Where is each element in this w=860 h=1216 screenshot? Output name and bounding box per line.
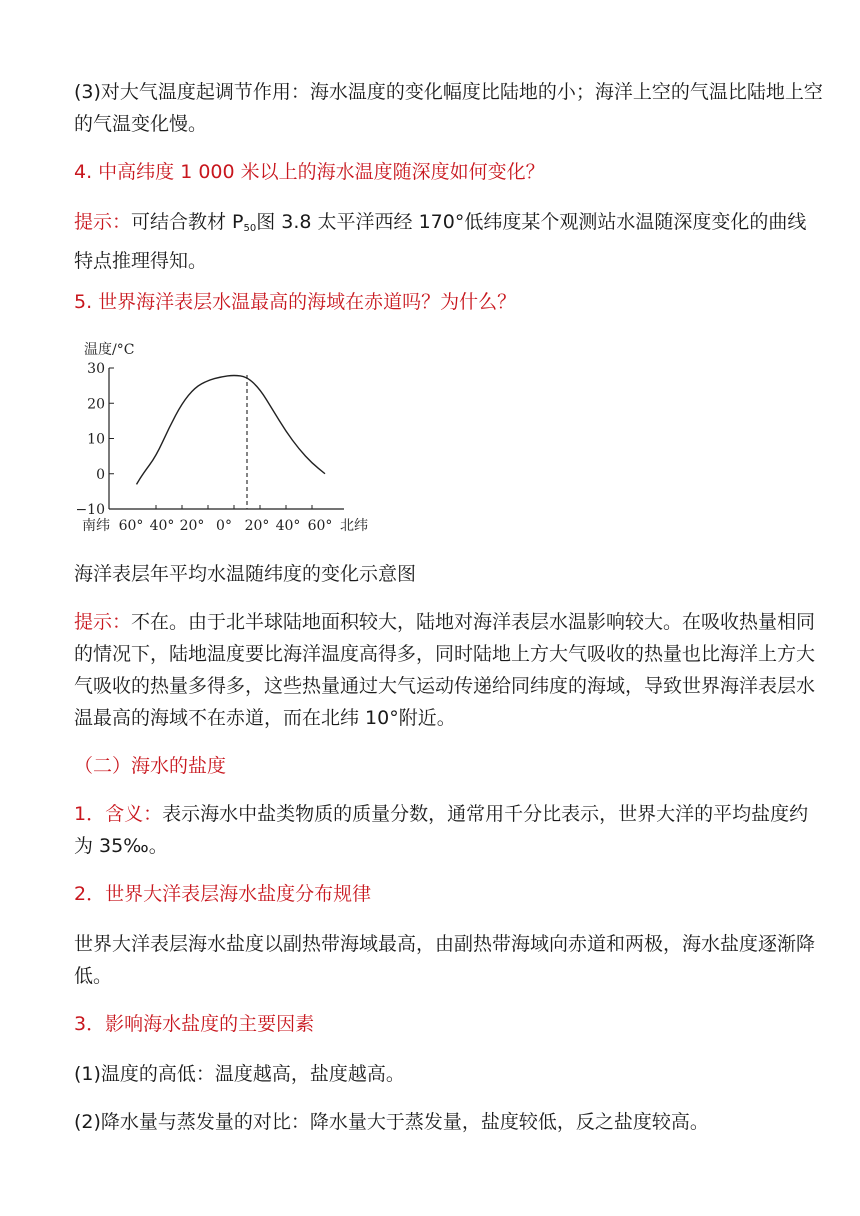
item-1-label: 1．含义：	[74, 803, 163, 825]
x-tick-label: 20°	[179, 518, 205, 534]
factor-temperature: (1)温度的高低：温度越高，盐度越高。	[74, 1063, 405, 1085]
temperature-latitude-chart	[74, 336, 374, 536]
x-tick-label: 南纬	[82, 518, 110, 534]
y-tick-label: 10	[87, 431, 105, 448]
page-subscript: 50	[243, 223, 257, 234]
item-2-heading: 2．世界大洋表层海水盐度分布规律	[74, 883, 372, 905]
hint-text-b: 图 3.8 太平洋西经 170°低纬度某个观测站水温随深度变化的曲线特点推理得知。	[74, 211, 807, 272]
question-5: 5. 世界海洋表层水温最高的海域在赤道吗？为什么？	[74, 291, 517, 313]
chart-svg	[74, 336, 374, 536]
paragraph-temperature-regulation: (3)对大气温度起调节作用：海水温度的变化幅度比陆地的小；海洋上空的气温比陆地上空的气温变化慢。	[74, 81, 823, 135]
y-tick-label: 0	[96, 466, 105, 483]
hint-label: 提示：	[74, 611, 132, 633]
item-1-text: 表示海水中盐类物质的质量分数，通常用千分比表示，世界大洋的平均盐度约为 35‰。	[74, 803, 809, 857]
hint-text-a: 可结合教材 P	[131, 211, 244, 233]
paragraph-salinity-distribution: 世界大洋表层海水盐度以副热带海域最高，由副热带海域向赤道和两极，海水盐度逐渐降低。	[74, 933, 816, 987]
chart-axes	[109, 368, 344, 509]
item-3-heading: 3．影响海水盐度的主要因素	[74, 1013, 315, 1035]
x-tick-label: 北纬	[340, 518, 368, 534]
y-tick-label: 30	[87, 361, 105, 377]
x-tick-label: 20°	[244, 518, 270, 534]
hint-5	[74, 606, 824, 734]
x-tick-label: 60°	[307, 518, 333, 534]
y-tick-label: 20	[87, 396, 105, 413]
hint-label: 提示：	[74, 211, 132, 233]
y-tick-label: −10	[75, 502, 105, 518]
x-tick-label: 40°	[149, 518, 175, 534]
x-tick-label: 0°	[216, 518, 232, 534]
y-axis-label: 温度/°C	[84, 342, 135, 358]
x-tick-label: 40°	[275, 518, 301, 534]
temperature-curve	[137, 375, 326, 484]
hint-4	[74, 206, 824, 277]
x-tick-label: 60°	[118, 518, 144, 534]
chart-caption: 海洋表层年平均水温随纬度的变化示意图	[74, 563, 417, 585]
chart-ticks	[75, 361, 368, 534]
hint-5-text: 不在。由于北半球陆地面积较大，陆地对海洋表层水温影响较大。在吸收热量相同的情况下，陆地温度要比海洋温度高得多，同时陆地上方大气吸收的热量也比海洋上方大气吸收的热量多得多，这些热量通过大气运动传递给同纬度的海域，导致世界海洋表层水温最高的海域不在赤道，而在北纬 10°附近。	[74, 611, 816, 729]
item-1-definition	[74, 798, 824, 862]
question-4: 4. 中高纬度 1 000 米以上的海水温度随深度如何变化？	[74, 161, 545, 183]
section-heading-salinity: （二）海水的盐度	[74, 755, 227, 777]
factor-precipitation-evaporation: (2)降水量与蒸发量的对比：降水量大于蒸发量，盐度较低，反之盐度较高。	[74, 1111, 709, 1133]
